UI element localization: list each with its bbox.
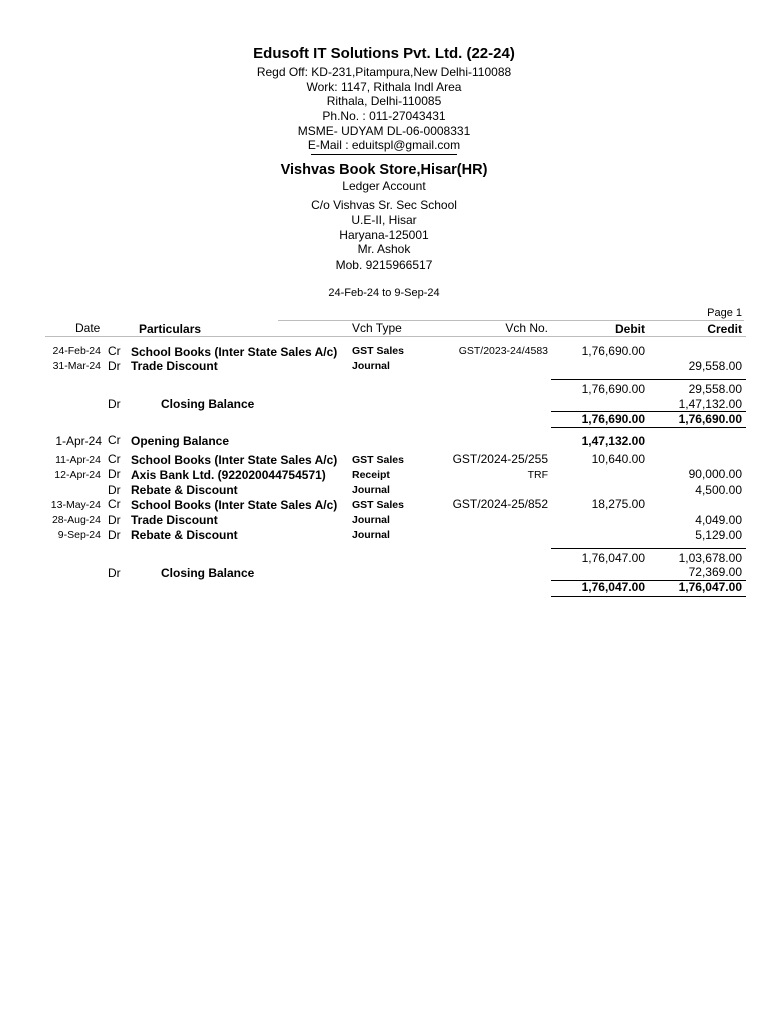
row-credit: 4,049.00 <box>695 513 742 527</box>
row-date: 11-Apr-24 <box>55 454 101 466</box>
row-debit: 1,47,132.00 <box>581 434 645 448</box>
row-debit: 1,76,690.00 <box>581 344 645 358</box>
row-vch-no: GST/2024-25/852 <box>452 497 548 511</box>
row-credit: 90,000.00 <box>688 467 742 481</box>
row-drcr: Cr <box>108 497 121 511</box>
account-type: Ledger Account <box>342 179 426 193</box>
closing-drcr: Dr <box>108 566 121 580</box>
subtotal-credit: 29,558.00 <box>688 382 742 396</box>
row-vch-type: Journal <box>352 484 390 496</box>
col-vch-no: Vch No. <box>505 321 548 335</box>
row-drcr: Dr <box>108 359 121 373</box>
col-debit: Debit <box>615 322 645 336</box>
closing-balance-label: Closing Balance <box>161 566 255 580</box>
col-vch-type: Vch Type <box>352 321 402 335</box>
company-msme: MSME- UDYAM DL-06-0008331 <box>297 124 471 138</box>
row-date: 24-Feb-24 <box>52 345 101 357</box>
row-credit: 5,129.00 <box>695 528 742 542</box>
account-contact: Mr. Ashok <box>357 242 411 256</box>
row-vch-type: GST Sales <box>352 499 404 511</box>
row-drcr: Dr <box>108 467 121 481</box>
row-particulars: School Books (Inter State Sales A/c) <box>131 453 338 467</box>
total-credit: 1,76,047.00 <box>678 580 742 594</box>
row-particulars: School Books (Inter State Sales A/c) <box>131 345 338 359</box>
company-address-line: Rithala, Delhi-110085 <box>326 94 442 108</box>
subtotal-rule <box>551 548 746 549</box>
company-email: E-Mail : eduitspl@gmail.com <box>307 138 461 152</box>
row-vch-type: Receipt <box>352 469 390 481</box>
row-drcr: Cr <box>108 433 121 447</box>
subtotal-debit: 1,76,690.00 <box>581 382 645 396</box>
row-credit: 4,500.00 <box>695 483 742 497</box>
row-drcr: Cr <box>108 452 121 466</box>
row-vch-type: GST Sales <box>352 454 404 466</box>
account-address-line: C/o Vishvas Sr. Sec School <box>311 198 457 212</box>
closing-balance-credit: 72,369.00 <box>688 565 742 579</box>
subtotal-debit: 1,76,047.00 <box>581 551 645 565</box>
row-date: 9-Sep-24 <box>57 529 101 541</box>
row-date: 31-Mar-24 <box>52 360 101 372</box>
row-date: 12-Apr-24 <box>54 469 101 481</box>
closing-drcr: Dr <box>108 397 121 411</box>
row-particulars: Axis Bank Ltd. (922020044754571) <box>131 468 326 482</box>
account-address-line: Haryana-125001 <box>339 228 429 242</box>
row-date: 13-May-24 <box>50 499 101 511</box>
row-debit: 18,275.00 <box>591 497 645 511</box>
period: 24-Feb-24 to 9-Sep-24 <box>328 287 440 299</box>
row-particulars: Rebate & Discount <box>131 528 238 542</box>
row-drcr: Cr <box>108 344 121 358</box>
total-rule-bottom <box>551 596 746 597</box>
row-vch-no: GST/2024-25/255 <box>452 452 548 466</box>
col-date: Date <box>75 321 101 335</box>
row-particulars: Trade Discount <box>131 513 218 527</box>
row-drcr: Dr <box>108 513 121 527</box>
company-address-line: Regd Off: KD-231,Pitampura,New Delhi-110088 <box>256 65 512 79</box>
account-mobile: Mob. 9215966517 <box>335 258 433 272</box>
total-debit: 1,76,047.00 <box>581 580 645 594</box>
page-number: Page 1 <box>707 307 742 319</box>
company-address-line: Work: 1147, Rithala Indl Area <box>306 80 462 94</box>
row-vch-type: GST Sales <box>352 345 404 357</box>
row-particulars: Rebate & Discount <box>131 483 238 497</box>
row-date: 1-Apr-24 <box>55 434 102 448</box>
row-vch-no: GST/2023-24/4583 <box>458 345 548 357</box>
closing-balance-label: Closing Balance <box>161 397 255 411</box>
header-bottom-rule <box>45 336 746 337</box>
company-phone: Ph.No. : 011-27043431 <box>322 109 446 123</box>
row-credit: 29,558.00 <box>688 359 742 373</box>
row-debit: 10,640.00 <box>591 452 645 466</box>
row-vch-type: Journal <box>352 360 390 372</box>
subtotal-credit: 1,03,678.00 <box>678 551 742 565</box>
row-particulars: Opening Balance <box>131 434 230 448</box>
total-credit: 1,76,690.00 <box>678 412 742 426</box>
row-vch-type: Journal <box>352 529 390 541</box>
col-credit: Credit <box>707 322 742 336</box>
header-divider <box>311 154 457 155</box>
subtotal-rule <box>551 379 746 380</box>
row-drcr: Dr <box>108 483 121 497</box>
row-vch-no: TRF <box>527 469 548 481</box>
row-date: 28-Aug-24 <box>51 514 101 526</box>
row-vch-type: Journal <box>352 514 390 526</box>
col-particulars: Particulars <box>139 322 202 336</box>
row-particulars: Trade Discount <box>131 359 218 373</box>
total-rule-bottom <box>551 427 746 428</box>
company-name: Edusoft IT Solutions Pvt. Ltd. (22-24) <box>253 45 515 62</box>
row-particulars: School Books (Inter State Sales A/c) <box>131 498 338 512</box>
total-debit: 1,76,690.00 <box>581 412 645 426</box>
account-name: Vishvas Book Store,Hisar(HR) <box>280 162 488 178</box>
account-address-line: U.E-II, Hisar <box>351 213 417 227</box>
row-drcr: Dr <box>108 528 121 542</box>
closing-balance-credit: 1,47,132.00 <box>678 397 742 411</box>
